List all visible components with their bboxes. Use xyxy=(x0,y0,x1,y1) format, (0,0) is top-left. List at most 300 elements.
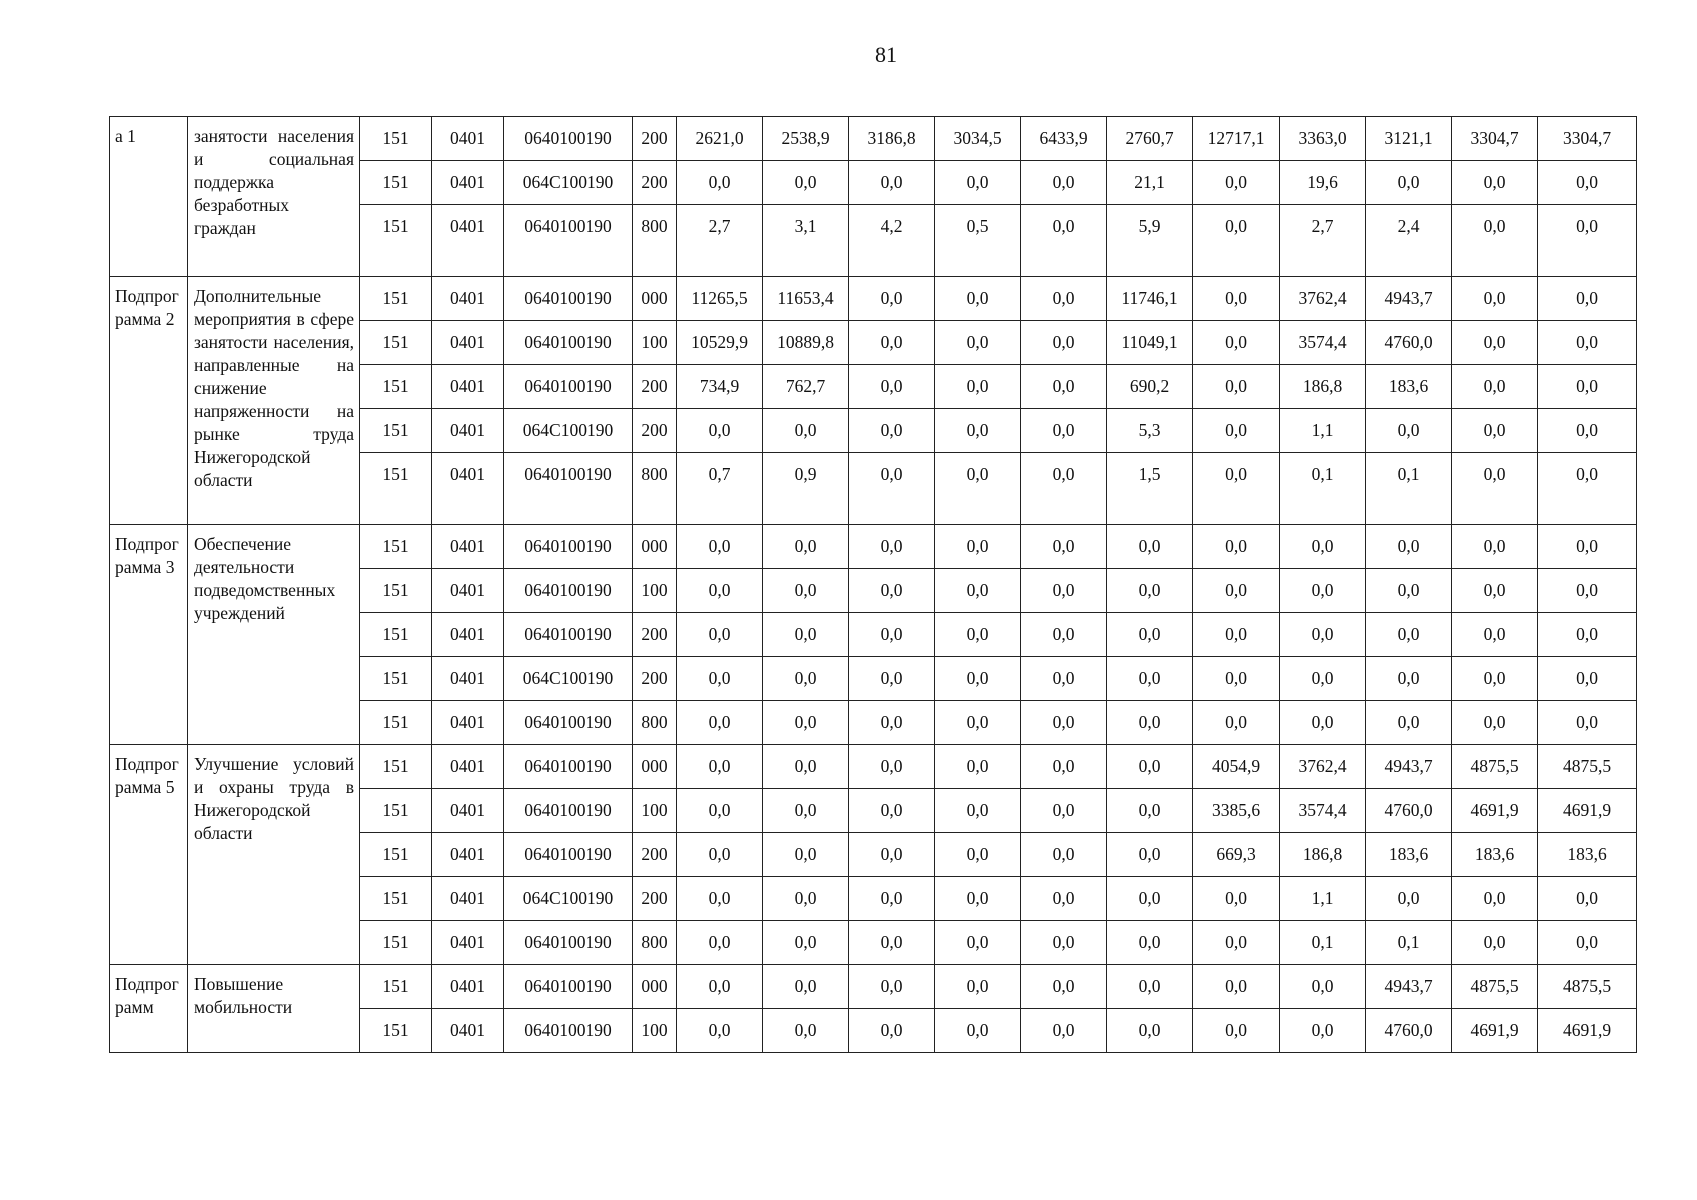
value-cell: 0,0 xyxy=(1193,277,1280,321)
value-cell: 0,0 xyxy=(763,921,849,965)
value-cell: 0,0 xyxy=(935,965,1021,1009)
value-cell: 0,0 xyxy=(1193,205,1280,277)
value-cell: 0,1 xyxy=(1366,453,1452,525)
value-cell: 0,0 xyxy=(1107,657,1193,701)
value-cell: 0,0 xyxy=(1021,657,1107,701)
value-cell: 186,8 xyxy=(1280,833,1366,877)
value-cell: 3363,0 xyxy=(1280,117,1366,161)
value-cell: 0,0 xyxy=(935,745,1021,789)
value-cell: 0,0 xyxy=(1452,365,1538,409)
value-cell: 0,0 xyxy=(1280,965,1366,1009)
program-name: Улучшение условий и охраны труда в Нижегородской области xyxy=(188,745,360,965)
code-cell: 0401 xyxy=(432,1009,504,1053)
code-cell: 200 xyxy=(633,365,677,409)
code-cell: 064C100190 xyxy=(504,877,633,921)
value-cell: 0,0 xyxy=(1366,409,1452,453)
value-cell: 5,9 xyxy=(1107,205,1193,277)
value-cell: 0,0 xyxy=(935,613,1021,657)
code-cell: 200 xyxy=(633,657,677,701)
value-cell: 0,0 xyxy=(849,921,935,965)
code-cell: 0640100190 xyxy=(504,965,633,1009)
code-cell: 151 xyxy=(360,657,432,701)
value-cell: 0,7 xyxy=(677,453,763,525)
value-cell: 0,0 xyxy=(849,409,935,453)
value-cell: 0,0 xyxy=(677,789,763,833)
value-cell: 0,0 xyxy=(763,409,849,453)
code-cell: 0401 xyxy=(432,921,504,965)
value-cell: 4875,5 xyxy=(1452,965,1538,1009)
code-cell: 0640100190 xyxy=(504,117,633,161)
code-cell: 0401 xyxy=(432,745,504,789)
code-cell: 0640100190 xyxy=(504,365,633,409)
value-cell: 11653,4 xyxy=(763,277,849,321)
value-cell: 0,0 xyxy=(677,701,763,745)
value-cell: 4054,9 xyxy=(1193,745,1280,789)
value-cell: 0,1 xyxy=(1280,921,1366,965)
value-cell: 0,0 xyxy=(935,1009,1021,1053)
value-cell: 0,0 xyxy=(935,277,1021,321)
table-row xyxy=(110,745,1637,789)
code-cell: 0640100190 xyxy=(504,921,633,965)
value-cell: 4691,9 xyxy=(1452,1009,1538,1053)
code-cell: 100 xyxy=(633,1009,677,1053)
value-cell: 0,0 xyxy=(677,409,763,453)
value-cell: 0,0 xyxy=(1452,277,1538,321)
program-name: Обеспечение деятельности подведомственных учреждений xyxy=(188,525,360,745)
code-cell: 151 xyxy=(360,745,432,789)
value-cell: 11746,1 xyxy=(1107,277,1193,321)
value-cell: 6433,9 xyxy=(1021,117,1107,161)
code-cell: 064C100190 xyxy=(504,657,633,701)
value-cell: 0,0 xyxy=(1021,321,1107,365)
value-cell: 4,2 xyxy=(849,205,935,277)
code-cell: 064C100190 xyxy=(504,409,633,453)
value-cell: 0,0 xyxy=(849,277,935,321)
value-cell: 0,1 xyxy=(1280,453,1366,525)
code-cell: 151 xyxy=(360,833,432,877)
value-cell: 0,0 xyxy=(1021,525,1107,569)
value-cell: 0,0 xyxy=(763,965,849,1009)
code-cell: 0401 xyxy=(432,569,504,613)
value-cell: 0,0 xyxy=(1021,569,1107,613)
value-cell: 0,0 xyxy=(1021,277,1107,321)
value-cell: 734,9 xyxy=(677,365,763,409)
code-cell: 151 xyxy=(360,1009,432,1053)
code-cell: 0401 xyxy=(432,525,504,569)
code-cell: 151 xyxy=(360,965,432,1009)
code-cell: 0401 xyxy=(432,117,504,161)
value-cell: 0,0 xyxy=(677,745,763,789)
value-cell: 183,6 xyxy=(1538,833,1637,877)
value-cell: 0,0 xyxy=(763,613,849,657)
value-cell: 0,0 xyxy=(1021,921,1107,965)
value-cell: 0,0 xyxy=(677,833,763,877)
code-cell: 800 xyxy=(633,205,677,277)
value-cell: 0,0 xyxy=(677,525,763,569)
value-cell: 0,0 xyxy=(935,657,1021,701)
table-row xyxy=(110,117,1637,161)
value-cell: 10889,8 xyxy=(763,321,849,365)
value-cell: 0,0 xyxy=(849,569,935,613)
value-cell: 0,0 xyxy=(935,877,1021,921)
value-cell: 0,5 xyxy=(935,205,1021,277)
value-cell: 0,0 xyxy=(1366,877,1452,921)
value-cell: 0,0 xyxy=(849,365,935,409)
code-cell: 800 xyxy=(633,701,677,745)
value-cell: 0,0 xyxy=(763,525,849,569)
value-cell: 0,0 xyxy=(1107,525,1193,569)
value-cell: 0,0 xyxy=(763,877,849,921)
value-cell: 0,0 xyxy=(1538,613,1637,657)
value-cell: 0,0 xyxy=(1021,877,1107,921)
value-cell: 0,0 xyxy=(849,657,935,701)
value-cell: 3304,7 xyxy=(1452,117,1538,161)
value-cell: 0,1 xyxy=(1366,921,1452,965)
code-cell: 200 xyxy=(633,117,677,161)
code-cell: 151 xyxy=(360,569,432,613)
value-cell: 5,3 xyxy=(1107,409,1193,453)
value-cell: 0,0 xyxy=(1107,877,1193,921)
value-cell: 0,0 xyxy=(1452,161,1538,205)
value-cell: 0,0 xyxy=(763,701,849,745)
value-cell: 0,0 xyxy=(1193,921,1280,965)
value-cell: 0,0 xyxy=(1021,205,1107,277)
budget-table xyxy=(109,116,1637,1053)
table-row xyxy=(110,965,1637,1009)
code-cell: 100 xyxy=(633,789,677,833)
value-cell: 0,0 xyxy=(1021,745,1107,789)
value-cell: 0,0 xyxy=(849,877,935,921)
value-cell: 0,0 xyxy=(1193,365,1280,409)
program-label: Подпрограмма 5 xyxy=(110,745,188,965)
code-cell: 0401 xyxy=(432,789,504,833)
value-cell: 19,6 xyxy=(1280,161,1366,205)
code-cell: 0640100190 xyxy=(504,569,633,613)
value-cell: 0,0 xyxy=(849,1009,935,1053)
code-cell: 000 xyxy=(633,525,677,569)
code-cell: 151 xyxy=(360,613,432,657)
code-cell: 0640100190 xyxy=(504,321,633,365)
value-cell: 0,0 xyxy=(1193,569,1280,613)
code-cell: 0640100190 xyxy=(504,613,633,657)
code-cell: 151 xyxy=(360,701,432,745)
code-cell: 0401 xyxy=(432,965,504,1009)
code-cell: 064C100190 xyxy=(504,161,633,205)
value-cell: 0,0 xyxy=(1107,833,1193,877)
value-cell: 12717,1 xyxy=(1193,117,1280,161)
table-body xyxy=(110,117,1637,1053)
code-cell: 100 xyxy=(633,569,677,613)
value-cell: 21,1 xyxy=(1107,161,1193,205)
value-cell: 11265,5 xyxy=(677,277,763,321)
value-cell: 0,0 xyxy=(1021,365,1107,409)
code-cell: 0640100190 xyxy=(504,453,633,525)
code-cell: 151 xyxy=(360,453,432,525)
value-cell: 0,0 xyxy=(1452,525,1538,569)
value-cell: 690,2 xyxy=(1107,365,1193,409)
value-cell: 3034,5 xyxy=(935,117,1021,161)
value-cell: 0,9 xyxy=(763,453,849,525)
code-cell: 0640100190 xyxy=(504,525,633,569)
value-cell: 0,0 xyxy=(1538,701,1637,745)
value-cell: 0,0 xyxy=(1538,205,1637,277)
value-cell: 0,0 xyxy=(1280,657,1366,701)
value-cell: 3,1 xyxy=(763,205,849,277)
value-cell: 0,0 xyxy=(1452,613,1538,657)
value-cell: 0,0 xyxy=(677,569,763,613)
code-cell: 151 xyxy=(360,921,432,965)
table-row xyxy=(110,277,1637,321)
value-cell: 183,6 xyxy=(1366,365,1452,409)
value-cell: 0,0 xyxy=(677,921,763,965)
program-label: Подпрограмма 2 xyxy=(110,277,188,525)
value-cell: 183,6 xyxy=(1366,833,1452,877)
value-cell: 0,0 xyxy=(763,745,849,789)
code-cell: 800 xyxy=(633,453,677,525)
code-cell: 200 xyxy=(633,613,677,657)
value-cell: 0,0 xyxy=(1538,453,1637,525)
code-cell: 0640100190 xyxy=(504,833,633,877)
program-name: занятости населения и социальная поддержка безработных граждан xyxy=(188,117,360,277)
value-cell: 0,0 xyxy=(849,701,935,745)
value-cell: 4760,0 xyxy=(1366,321,1452,365)
program-label: Подпрограмм xyxy=(110,965,188,1053)
value-cell: 0,0 xyxy=(1193,701,1280,745)
value-cell: 0,0 xyxy=(1538,409,1637,453)
value-cell: 0,0 xyxy=(1366,569,1452,613)
value-cell: 4760,0 xyxy=(1366,789,1452,833)
program-label: Подпрограмма 3 xyxy=(110,525,188,745)
value-cell: 0,0 xyxy=(1366,701,1452,745)
value-cell: 0,0 xyxy=(849,453,935,525)
value-cell: 0,0 xyxy=(677,613,763,657)
code-cell: 0640100190 xyxy=(504,745,633,789)
value-cell: 0,0 xyxy=(1107,569,1193,613)
value-cell: 0,0 xyxy=(1538,321,1637,365)
code-cell: 151 xyxy=(360,205,432,277)
value-cell: 0,0 xyxy=(935,701,1021,745)
value-cell: 0,0 xyxy=(1452,453,1538,525)
code-cell: 0401 xyxy=(432,161,504,205)
value-cell: 0,0 xyxy=(677,965,763,1009)
value-cell: 0,0 xyxy=(763,789,849,833)
code-cell: 151 xyxy=(360,409,432,453)
value-cell: 0,0 xyxy=(1107,745,1193,789)
value-cell: 0,0 xyxy=(1193,877,1280,921)
value-cell: 0,0 xyxy=(1193,409,1280,453)
value-cell: 0,0 xyxy=(763,657,849,701)
value-cell: 0,0 xyxy=(1193,1009,1280,1053)
value-cell: 4691,9 xyxy=(1538,1009,1637,1053)
value-cell: 0,0 xyxy=(1021,161,1107,205)
value-cell: 0,0 xyxy=(1021,965,1107,1009)
value-cell: 2538,9 xyxy=(763,117,849,161)
value-cell: 0,0 xyxy=(1280,569,1366,613)
value-cell: 0,0 xyxy=(677,657,763,701)
code-cell: 0640100190 xyxy=(504,1009,633,1053)
value-cell: 0,0 xyxy=(849,833,935,877)
value-cell: 0,0 xyxy=(935,833,1021,877)
code-cell: 200 xyxy=(633,409,677,453)
value-cell: 0,0 xyxy=(1452,701,1538,745)
value-cell: 0,0 xyxy=(935,365,1021,409)
value-cell: 2,4 xyxy=(1366,205,1452,277)
value-cell: 0,0 xyxy=(1538,921,1637,965)
code-cell: 0401 xyxy=(432,409,504,453)
code-cell: 0401 xyxy=(432,277,504,321)
value-cell: 4760,0 xyxy=(1366,1009,1452,1053)
code-cell: 0640100190 xyxy=(504,701,633,745)
value-cell: 1,5 xyxy=(1107,453,1193,525)
value-cell: 3385,6 xyxy=(1193,789,1280,833)
code-cell: 151 xyxy=(360,877,432,921)
value-cell: 0,0 xyxy=(1021,833,1107,877)
code-cell: 0640100190 xyxy=(504,205,633,277)
code-cell: 0401 xyxy=(432,205,504,277)
value-cell: 3304,7 xyxy=(1538,117,1637,161)
code-cell: 000 xyxy=(633,277,677,321)
value-cell: 0,0 xyxy=(1107,701,1193,745)
value-cell: 3574,4 xyxy=(1280,321,1366,365)
value-cell: 0,0 xyxy=(1107,921,1193,965)
value-cell: 0,0 xyxy=(1280,525,1366,569)
value-cell: 0,0 xyxy=(1538,525,1637,569)
code-cell: 151 xyxy=(360,161,432,205)
value-cell: 0,0 xyxy=(849,745,935,789)
value-cell: 0,0 xyxy=(849,613,935,657)
value-cell: 4943,7 xyxy=(1366,965,1452,1009)
value-cell: 0,0 xyxy=(1193,525,1280,569)
value-cell: 0,0 xyxy=(1193,453,1280,525)
code-cell: 151 xyxy=(360,321,432,365)
code-cell: 0401 xyxy=(432,453,504,525)
table-row xyxy=(110,525,1637,569)
code-cell: 151 xyxy=(360,277,432,321)
value-cell: 0,0 xyxy=(849,525,935,569)
value-cell: 0,0 xyxy=(935,161,1021,205)
value-cell: 669,3 xyxy=(1193,833,1280,877)
value-cell: 4875,5 xyxy=(1538,965,1637,1009)
value-cell: 2621,0 xyxy=(677,117,763,161)
value-cell: 0,0 xyxy=(1280,613,1366,657)
value-cell: 0,0 xyxy=(1366,161,1452,205)
value-cell: 0,0 xyxy=(1107,1009,1193,1053)
value-cell: 0,0 xyxy=(677,1009,763,1053)
page-number: 81 xyxy=(875,42,897,67)
code-cell: 0640100190 xyxy=(504,277,633,321)
code-cell: 151 xyxy=(360,365,432,409)
value-cell: 4943,7 xyxy=(1366,277,1452,321)
value-cell: 0,0 xyxy=(1193,657,1280,701)
value-cell: 0,0 xyxy=(1452,321,1538,365)
value-cell: 0,0 xyxy=(1193,161,1280,205)
value-cell: 0,0 xyxy=(1538,161,1637,205)
value-cell: 0,0 xyxy=(1366,613,1452,657)
value-cell: 0,0 xyxy=(1280,1009,1366,1053)
value-cell: 0,0 xyxy=(849,965,935,1009)
code-cell: 151 xyxy=(360,117,432,161)
value-cell: 3186,8 xyxy=(849,117,935,161)
value-cell: 0,0 xyxy=(1021,789,1107,833)
code-cell: 000 xyxy=(633,965,677,1009)
value-cell: 1,1 xyxy=(1280,409,1366,453)
value-cell: 4691,9 xyxy=(1538,789,1637,833)
value-cell: 4691,9 xyxy=(1452,789,1538,833)
value-cell: 0,0 xyxy=(763,161,849,205)
value-cell: 0,0 xyxy=(677,161,763,205)
value-cell: 0,0 xyxy=(1452,205,1538,277)
value-cell: 0,0 xyxy=(1452,877,1538,921)
value-cell: 0,0 xyxy=(1021,409,1107,453)
code-cell: 200 xyxy=(633,877,677,921)
value-cell: 0,0 xyxy=(1538,365,1637,409)
value-cell: 1,1 xyxy=(1280,877,1366,921)
value-cell: 4875,5 xyxy=(1538,745,1637,789)
value-cell: 183,6 xyxy=(1452,833,1538,877)
code-cell: 0401 xyxy=(432,833,504,877)
code-cell: 000 xyxy=(633,745,677,789)
value-cell: 4943,7 xyxy=(1366,745,1452,789)
value-cell: 0,0 xyxy=(1452,921,1538,965)
code-cell: 151 xyxy=(360,525,432,569)
code-cell: 0401 xyxy=(432,321,504,365)
value-cell: 4875,5 xyxy=(1452,745,1538,789)
value-cell: 3574,4 xyxy=(1280,789,1366,833)
value-cell: 0,0 xyxy=(1107,613,1193,657)
value-cell: 0,0 xyxy=(763,1009,849,1053)
value-cell: 0,0 xyxy=(1021,701,1107,745)
value-cell: 0,0 xyxy=(1452,409,1538,453)
value-cell: 0,0 xyxy=(935,321,1021,365)
value-cell: 0,0 xyxy=(849,321,935,365)
code-cell: 800 xyxy=(633,921,677,965)
value-cell: 0,0 xyxy=(1538,277,1637,321)
value-cell: 0,0 xyxy=(849,789,935,833)
value-cell: 0,0 xyxy=(1107,965,1193,1009)
program-label: а 1 xyxy=(110,117,188,277)
value-cell: 2,7 xyxy=(1280,205,1366,277)
value-cell: 0,0 xyxy=(935,921,1021,965)
value-cell: 3762,4 xyxy=(1280,277,1366,321)
value-cell: 0,0 xyxy=(763,833,849,877)
value-cell: 0,0 xyxy=(1366,525,1452,569)
code-cell: 200 xyxy=(633,833,677,877)
value-cell: 0,0 xyxy=(1021,1009,1107,1053)
value-cell: 0,0 xyxy=(763,569,849,613)
value-cell: 2760,7 xyxy=(1107,117,1193,161)
code-cell: 151 xyxy=(360,789,432,833)
value-cell: 0,0 xyxy=(1193,965,1280,1009)
value-cell: 0,0 xyxy=(1107,789,1193,833)
value-cell: 0,0 xyxy=(1021,613,1107,657)
code-cell: 100 xyxy=(633,321,677,365)
value-cell: 0,0 xyxy=(1366,657,1452,701)
value-cell: 0,0 xyxy=(1021,453,1107,525)
program-name: Дополнительные мероприятия в сфере занятости населения, направленные на снижение напряженности на рынке труда Нижегородской области xyxy=(188,277,360,525)
value-cell: 0,0 xyxy=(935,569,1021,613)
value-cell: 0,0 xyxy=(1193,321,1280,365)
value-cell: 0,0 xyxy=(1452,657,1538,701)
code-cell: 0401 xyxy=(432,657,504,701)
value-cell: 0,0 xyxy=(1538,569,1637,613)
value-cell: 0,0 xyxy=(849,161,935,205)
value-cell: 0,0 xyxy=(1538,877,1637,921)
value-cell: 0,0 xyxy=(935,525,1021,569)
value-cell: 3762,4 xyxy=(1280,745,1366,789)
value-cell: 0,0 xyxy=(1452,569,1538,613)
code-cell: 200 xyxy=(633,161,677,205)
value-cell: 0,0 xyxy=(935,789,1021,833)
